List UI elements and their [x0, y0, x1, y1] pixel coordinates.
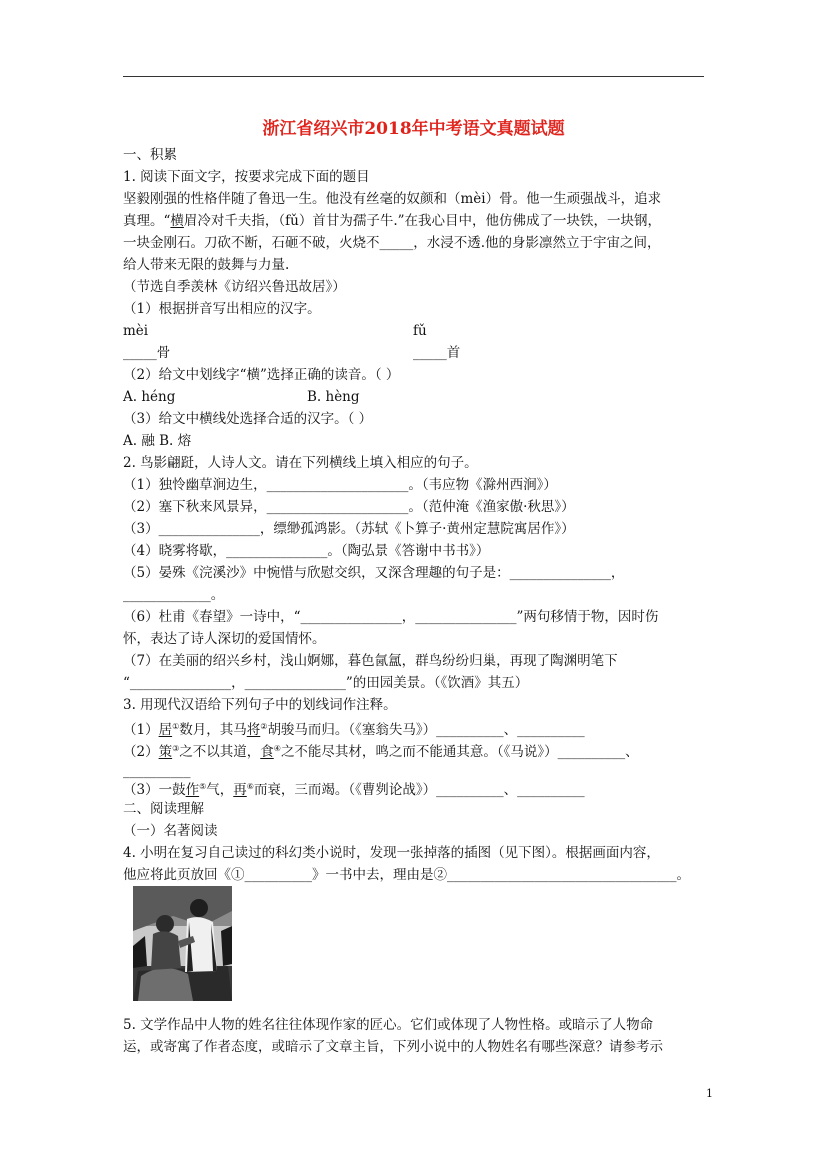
underlined-word: 再	[233, 782, 247, 798]
item-number: （1）	[123, 722, 159, 738]
q1-sub1: （1）根据拼音写出相应的汉字。	[123, 301, 321, 317]
item-text: 而衰，三而竭。（《曹刿论战》）__________、__________	[253, 782, 585, 798]
q3-item-3	[123, 777, 585, 800]
section-heading-reading: 二、阅读理解	[123, 801, 204, 817]
q2-item-5-cont: _____________。	[123, 587, 225, 603]
q3-item-2-cont: __________	[123, 763, 191, 779]
document-title: 浙江省绍兴市2018年中考语文真题试题	[262, 119, 565, 139]
q2-item-1: （1）独怜幽草涧边生，_____________________。（韦应物《滁州西涧》）	[123, 477, 557, 493]
passage-text: 真理。“	[123, 213, 171, 229]
q3-item-2	[123, 739, 639, 762]
section-heading-accumulation: 一、积累	[123, 147, 177, 163]
item-text: 胡骏马而归。（《塞翁失马》）__________、__________	[267, 722, 585, 738]
item-text: 之不能尽其材，鸣之而不能通其意。（《马说》）__________、	[280, 744, 639, 760]
answer-blank-gu: _____骨	[123, 345, 171, 361]
q2-item-3: （3）_______________，缥缈孤鸿影。（苏轼《卜算子·黄州定慧院寓居作》）	[123, 521, 575, 537]
item-text: （3）一鼓	[123, 782, 186, 798]
q2-item-6-cont: 怀，表达了诗人深切的爱国情怀。	[123, 631, 326, 647]
footnote-marker: ①	[172, 722, 180, 731]
question-5-line-2: 运，或寄寓了作者态度，或暗示了文章主旨，下列小说中的人物姓名有哪些深意？请参考示	[123, 1039, 663, 1055]
page-number: 1	[706, 1087, 713, 1100]
pinyin-fu: fǔ	[413, 323, 427, 339]
underlined-char-heng: 横	[170, 213, 184, 229]
q2-item-7: （7）在美丽的绍兴乡村，浅山婀娜，暮色氤氲，群鸟纷纷归巢，再现了陶渊明笔下	[123, 653, 618, 669]
answer-blank-shou: _____首	[413, 345, 461, 361]
question-5-line-1: 5. 文学作品中人物的姓名往往体现作家的匠心。它们或体现了人物性格。或暗示了人物命	[123, 1017, 654, 1033]
q2-item-5: （5）晏殊《浣溪沙》中惋惜与欣慰交织，又深含理趣的句子是：_______________，	[123, 565, 625, 581]
illustration-image	[133, 886, 232, 1001]
footnote-marker: ④	[273, 744, 281, 753]
item-text: 气，	[206, 782, 234, 798]
question-4-line-2: 他应将此页放回《①__________》一书中去，理由是②__________________________________。	[123, 867, 690, 883]
header-rule	[123, 76, 704, 77]
passage-text: 眉冷对千夫指，（fǔ）首甘为孺子牛.”在我心目中，他仿佛成了一块铁，一块钢，	[183, 213, 662, 229]
passage-source: （节选自季羡林《访绍兴鲁迅故居》）	[123, 279, 346, 295]
underlined-word: 作	[185, 782, 200, 798]
item-text: 之不以其道，	[179, 744, 261, 760]
question-3-stem: 3. 用现代汉语给下列句子中的划线词作注释。	[123, 697, 397, 713]
option-b-heng: B. hèng	[307, 389, 360, 405]
underlined-word: 将	[246, 722, 261, 738]
passage-line-3: 一块金刚石。刀砍不断，石砸不破，火烧不_____，水浸不透.他的身影凛然立于宇宙之间，	[123, 235, 661, 251]
question-2-stem: 2. 鸟影翩跹，人诗人文。请在下列横线上填入相应的句子。	[123, 455, 478, 471]
passage-line-1: 坚毅刚强的性格伴随了鲁迅一生。他没有丝毫的奴颜和（mèi）骨。他一生顽强战斗，追求	[123, 191, 662, 207]
item-text: 数月，其马	[179, 722, 247, 738]
q3-item-1	[123, 717, 585, 740]
underlined-word: 居	[158, 722, 173, 738]
q2-item-7-cont: “_______________，_______________”的田园美景。（《饮酒》其五）	[123, 675, 529, 691]
q1-sub2: （2）给文中划线字“横”选择正确的读音。（ ）	[123, 367, 400, 383]
q2-item-6: （6）杜甫《春望》一诗中，“_______________，_______________”两句移情于物，因时伤	[123, 609, 659, 625]
footnote-marker: ②	[260, 722, 268, 731]
engraving-illustration	[133, 886, 232, 1001]
item-number: （2）	[123, 744, 159, 760]
q2-item-2: （2）塞下秋来风景异，_____________________。（范仲淹《渔家傲·秋思》）	[123, 499, 575, 515]
passage-line-4: 给人带来无限的鼓舞与力量.	[123, 257, 290, 273]
passage-line-2	[123, 211, 661, 231]
question-1-stem: 1. 阅读下面文字，按要求完成下面的题目	[123, 169, 370, 185]
q2-item-4: （4）晓雾将歇，_______________。（陶弘景《答谢中书书》）	[123, 543, 490, 559]
underlined-word: 食	[260, 744, 274, 760]
footnote-marker: ⑤	[199, 782, 207, 791]
pinyin-mei: mèi	[123, 323, 149, 339]
question-4-line-1: 4. 小明在复习自己读过的科幻类小说时，发现一张掉落的插图（见下图）。根据画面内容，	[123, 845, 660, 861]
footnote-marker: ⑥	[246, 782, 254, 791]
q1-sub3: （3）给文中横线处选择合适的汉字。（ ）	[123, 411, 373, 427]
option-a-heng: A. héng	[123, 389, 176, 405]
underlined-word: 策	[158, 744, 173, 760]
subsection-heading-classics: （一）名著阅读	[123, 823, 218, 839]
q1-sub3-options: A. 融 B. 熔	[123, 433, 192, 449]
footnote-marker: ③	[172, 744, 180, 753]
